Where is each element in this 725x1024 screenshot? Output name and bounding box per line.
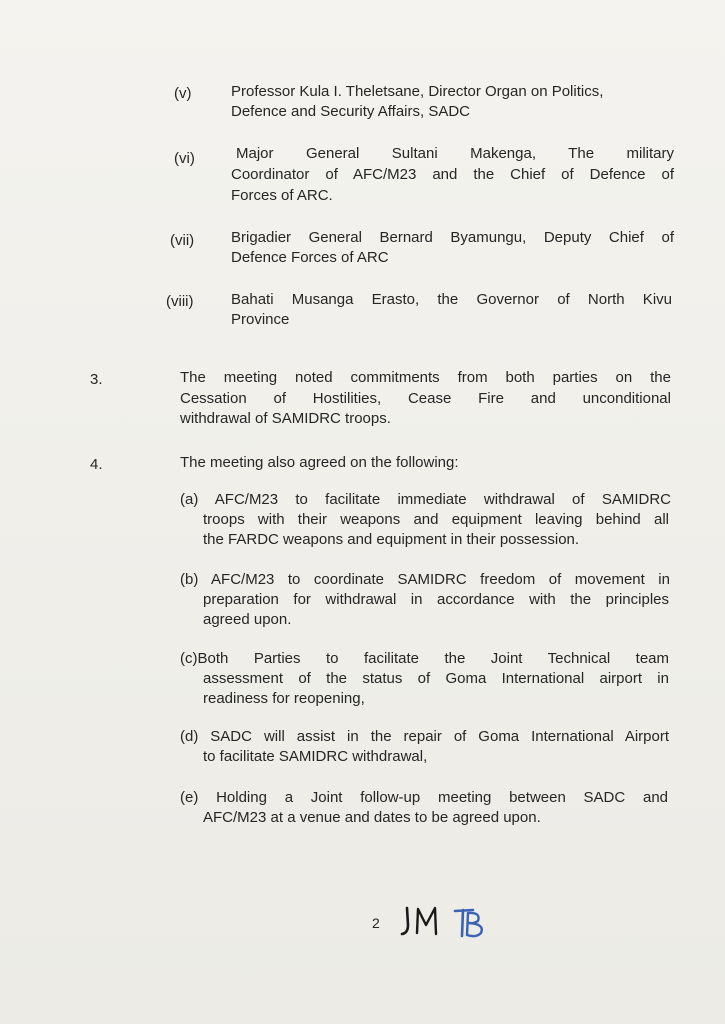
page-number: 2: [372, 915, 380, 931]
list-item-label: (v): [174, 85, 192, 102]
paragraph-line: Cessation of Hostilities, Cease Fire and unconditional: [180, 390, 671, 407]
list-item-line: Professor Kula I. Theletsane, Director Organ on Politics,: [231, 83, 604, 100]
sub-item-line: troops with their weapons and equipment leaving behind all: [203, 511, 669, 528]
sub-item-line: readiness for reopening,: [203, 690, 365, 707]
handwritten-initials-stamp: [451, 905, 491, 941]
sub-item-line: to facilitate SAMIDRC withdrawal,: [203, 748, 428, 765]
list-item-label: (viii): [166, 293, 194, 310]
sub-item-line: (d) SADC will assist in the repair of Goma International Airport: [180, 728, 669, 745]
sub-item-line: the FARDC weapons and equipment in their possession.: [203, 531, 580, 548]
sub-item-line: (e) Holding a Joint follow-up meeting between SADC and: [180, 789, 668, 806]
list-item-line: Major General Sultani Makenga, The military: [236, 145, 674, 162]
list-item-line: Coordinator of AFC/M23 and the Chief of Defence of: [231, 166, 674, 183]
list-item-line: Forces of ARC.: [231, 187, 333, 204]
sub-item-line: agreed upon.: [203, 611, 292, 628]
paragraph-intro: The meeting also agreed on the following:: [180, 454, 459, 471]
sub-item-line: (b) AFC/M23 to coordinate SAMIDRC freedom of movement in: [180, 571, 670, 588]
sub-item-line: preparation for withdrawal in accordance with the principles: [203, 591, 669, 608]
list-item-line: Brigadier General Bernard Byamungu, Deputy Chief of: [231, 229, 674, 246]
paragraph-line: withdrawal of SAMIDRC troops.: [180, 410, 391, 427]
list-item-label: (vii): [170, 232, 195, 249]
paragraph-number: 4.: [90, 456, 103, 473]
sub-item-line: (c)Both Parties to facilitate the Joint Technical team: [180, 650, 669, 667]
list-item-line: Bahati Musanga Erasto, the Governor of North Kivu: [231, 291, 672, 308]
list-item-label: (vi): [174, 150, 195, 167]
sub-item-line: AFC/M23 at a venue and dates to be agreed upon.: [203, 809, 541, 826]
sub-item-line: assessment of the status of Goma International airport in: [203, 670, 669, 687]
paragraph-line: The meeting noted commitments from both parties on the: [180, 369, 671, 386]
sub-item-line: (a) AFC/M23 to facilitate immediate withdrawal of SAMIDRC: [180, 491, 671, 508]
handwritten-initials-signature: [398, 903, 448, 941]
paragraph-number: 3.: [90, 371, 103, 388]
list-item-line: Defence Forces of ARC: [231, 249, 389, 266]
list-item-line: Province: [231, 311, 290, 328]
list-item-line: Defence and Security Affairs, SADC: [231, 103, 471, 120]
